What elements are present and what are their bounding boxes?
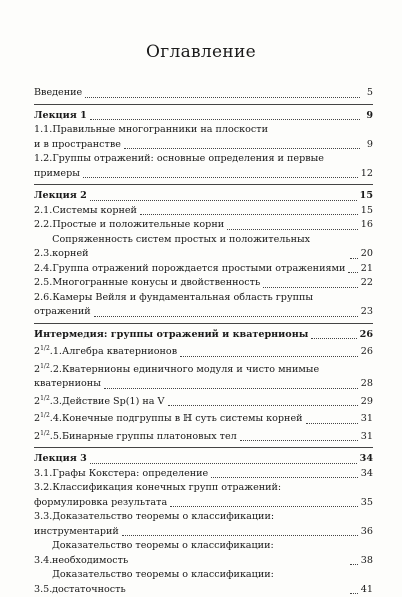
number-rest: .2.: [50, 364, 62, 375]
toc-entry-label: Действие Sp(1) на V: [62, 395, 165, 410]
toc-entry-label-cont: примеры: [34, 167, 80, 182]
page-number: 36: [361, 525, 373, 540]
page-number: 22: [361, 276, 373, 291]
toc-entry: [34, 342, 373, 360]
page-number: 34: [360, 452, 373, 467]
toc-entry: [34, 291, 373, 320]
number-rest: .1.: [50, 346, 62, 357]
toc-entry: [34, 481, 373, 510]
toc-section-heading: [34, 452, 373, 467]
toc-entry-label: Лекция 3: [34, 452, 87, 467]
toc-entry-label: Интермедия: группы отражений и кватернионы: [34, 328, 308, 343]
page-number: 21: [361, 262, 373, 277]
dot-leader: [227, 221, 358, 230]
page-number: 41: [361, 583, 373, 597]
toc-entry-number: [34, 409, 62, 427]
dot-leader: [311, 330, 356, 339]
number-int: 2: [34, 396, 40, 407]
toc-entry: [34, 123, 373, 152]
number-fraction: 1/2: [40, 345, 50, 352]
toc-entry-line1: [34, 510, 373, 525]
dot-leader: [350, 585, 358, 594]
toc-entry-number: 2.6.: [34, 291, 52, 306]
table-of-contents: [34, 86, 373, 597]
toc-entry-number: 2.5.: [34, 276, 52, 291]
dot-leader: [122, 527, 358, 536]
dot-leader: [90, 455, 357, 464]
toc-entry-label: Кватернионы единичного модуля и чисто мнимые: [62, 364, 319, 375]
dot-leader: [306, 415, 358, 424]
toc-section-heading: [34, 109, 373, 124]
page-number: 31: [361, 430, 373, 445]
toc-entry-label: Правильные многогранники на плоскости: [52, 124, 268, 135]
toc-entry-label: Бинарные группы платоновых тел: [62, 430, 237, 445]
number-rest: .3.: [50, 396, 62, 407]
toc-entry-label: Лекция 1: [34, 109, 87, 124]
toc-entry-label: Доказательство теоремы о классификации: необходимость: [52, 539, 347, 568]
toc-entry-label-cont: и в пространстве: [34, 138, 121, 153]
dot-leader: [140, 206, 358, 215]
page-title: Оглавление: [0, 42, 402, 62]
page-number: 34: [361, 467, 373, 482]
toc-entry-line1: [34, 123, 373, 138]
page-number: 31: [361, 412, 373, 427]
dot-leader: [168, 397, 358, 406]
number-rest: .4.: [50, 413, 62, 424]
page-number: 9: [363, 109, 373, 124]
toc-entry-line2: [34, 496, 373, 511]
dot-leader: [348, 264, 357, 273]
toc-entry-number: 1.2.: [34, 152, 52, 167]
toc-entry-label-cont: отражений: [34, 305, 91, 320]
toc-entry-label: Конечные подгруппы в ℍ суть системы корней: [62, 412, 303, 427]
page-number: 26: [361, 345, 373, 360]
toc-entry-label: Лекция 2: [34, 189, 87, 204]
toc-entry: [34, 262, 373, 277]
page-number: 15: [360, 189, 373, 204]
page-number: 16: [361, 218, 373, 233]
toc-entry-line1: [34, 481, 373, 496]
toc-entry-line2: [34, 377, 373, 392]
page-number: 29: [361, 395, 373, 410]
dot-leader: [124, 140, 360, 149]
toc-entry: [34, 510, 373, 539]
section-divider: [34, 323, 373, 324]
toc-entry-number: [34, 360, 62, 378]
toc-entry-number: 3.4.: [34, 554, 52, 569]
toc-entry-number: 2.1.: [34, 204, 52, 219]
section-divider: [34, 184, 373, 185]
toc-entry: [34, 86, 373, 101]
page-number: 26: [360, 328, 373, 343]
toc-entry: [34, 539, 373, 568]
number-int: 2: [34, 346, 40, 357]
section-divider: [34, 447, 373, 448]
dot-leader: [104, 380, 358, 389]
toc-entry-line2: [34, 305, 373, 320]
toc-entry-label: Доказательство теоремы о классификации:: [52, 511, 274, 522]
page-number: 38: [361, 554, 373, 569]
toc-entry: [34, 409, 373, 427]
page-number: 20: [361, 247, 373, 262]
dot-leader: [94, 308, 358, 317]
toc-entry-number: 1.1.: [34, 123, 52, 138]
dot-leader: [90, 111, 360, 120]
page-number: 15: [361, 204, 373, 219]
dot-leader: [85, 89, 360, 98]
page-number: 35: [361, 496, 373, 511]
dot-leader: [211, 469, 358, 478]
page-number: 9: [363, 138, 373, 153]
toc-entry: [34, 233, 373, 262]
toc-entry-number: 2.4.: [34, 262, 52, 277]
toc-section-heading: [34, 328, 373, 343]
toc-entry-line2: [34, 138, 373, 153]
toc-entry-label: Графы Кокстера: определение: [52, 467, 208, 482]
toc-entry-label: Простые и положительные корни: [52, 218, 224, 233]
toc-entry-number: 2.2.: [34, 218, 52, 233]
toc-entry-number: [34, 342, 62, 360]
toc-entry: [34, 204, 373, 219]
toc-entry-label: Группы отражений: основные определения и первые: [52, 153, 324, 164]
dot-leader: [83, 169, 358, 178]
toc-entry-label: Алгебра кватернионов: [62, 345, 177, 360]
toc-entry-label: Классификация конечных групп отражений:: [52, 482, 281, 493]
toc-entry: [34, 467, 373, 482]
dot-leader: [170, 498, 358, 507]
toc-entry: [34, 218, 373, 233]
dot-leader: [180, 348, 358, 357]
toc-entry: [34, 427, 373, 445]
dot-leader: [240, 432, 358, 441]
number-fraction: 1/2: [40, 395, 50, 402]
toc-entry: [34, 392, 373, 410]
toc-entry-label-cont: инструментарий: [34, 525, 119, 540]
toc-entry-label: Камеры Вейля и фундаментальная область группы: [52, 292, 313, 303]
toc-entry-line2: [34, 167, 373, 182]
toc-entry: [34, 152, 373, 181]
toc-entry-number: 2.3.: [34, 247, 52, 262]
page-number: 12: [361, 167, 373, 182]
dot-leader: [350, 556, 358, 565]
toc-entry-line1: [34, 291, 373, 306]
toc-entry-number: 3.5.: [34, 583, 52, 597]
toc-entry-label: Многогранные конусы и двойственность: [52, 276, 260, 291]
toc-entry-line1: [34, 152, 373, 167]
dot-leader: [350, 250, 358, 259]
toc-entry-label: Сопряженность систем простых и положительных корней: [52, 233, 347, 262]
toc-entry-label: Системы корней: [52, 204, 137, 219]
toc-entry-label: Группа отражений порождается простыми отражениями: [52, 262, 345, 277]
page-number: 5: [363, 86, 373, 101]
toc-entry: [34, 568, 373, 597]
toc-entry-label: Введение: [34, 86, 82, 101]
dot-leader: [90, 192, 357, 201]
number-fraction: 1/2: [40, 363, 50, 370]
number-rest: .5.: [50, 431, 62, 442]
number-int: 2: [34, 364, 40, 375]
number-fraction: 1/2: [40, 412, 50, 419]
toc-entry-number: [34, 427, 62, 445]
toc-entry-label: Доказательство теоремы о классификации: достаточность: [52, 568, 347, 597]
number-fraction: 1/2: [40, 430, 50, 437]
toc-entry-label-cont: формулировка результата: [34, 496, 167, 511]
toc-entry-number: [34, 392, 62, 410]
toc-entry: [34, 276, 373, 291]
page-number: 23: [361, 305, 373, 320]
section-divider: [34, 104, 373, 105]
toc-section-heading: [34, 189, 373, 204]
dot-leader: [263, 279, 358, 288]
page-number: 28: [361, 377, 373, 392]
toc-entry: [34, 360, 373, 392]
toc-entry-number: 3.1.: [34, 467, 52, 482]
toc-entry-number: 3.3.: [34, 510, 52, 525]
toc-entry-label-cont: кватернионы: [34, 377, 101, 392]
toc-entry-number: 3.2.: [34, 481, 52, 496]
toc-entry-line1: [34, 360, 373, 378]
number-int: 2: [34, 413, 40, 424]
toc-entry-line2: [34, 525, 373, 540]
number-int: 2: [34, 431, 40, 442]
